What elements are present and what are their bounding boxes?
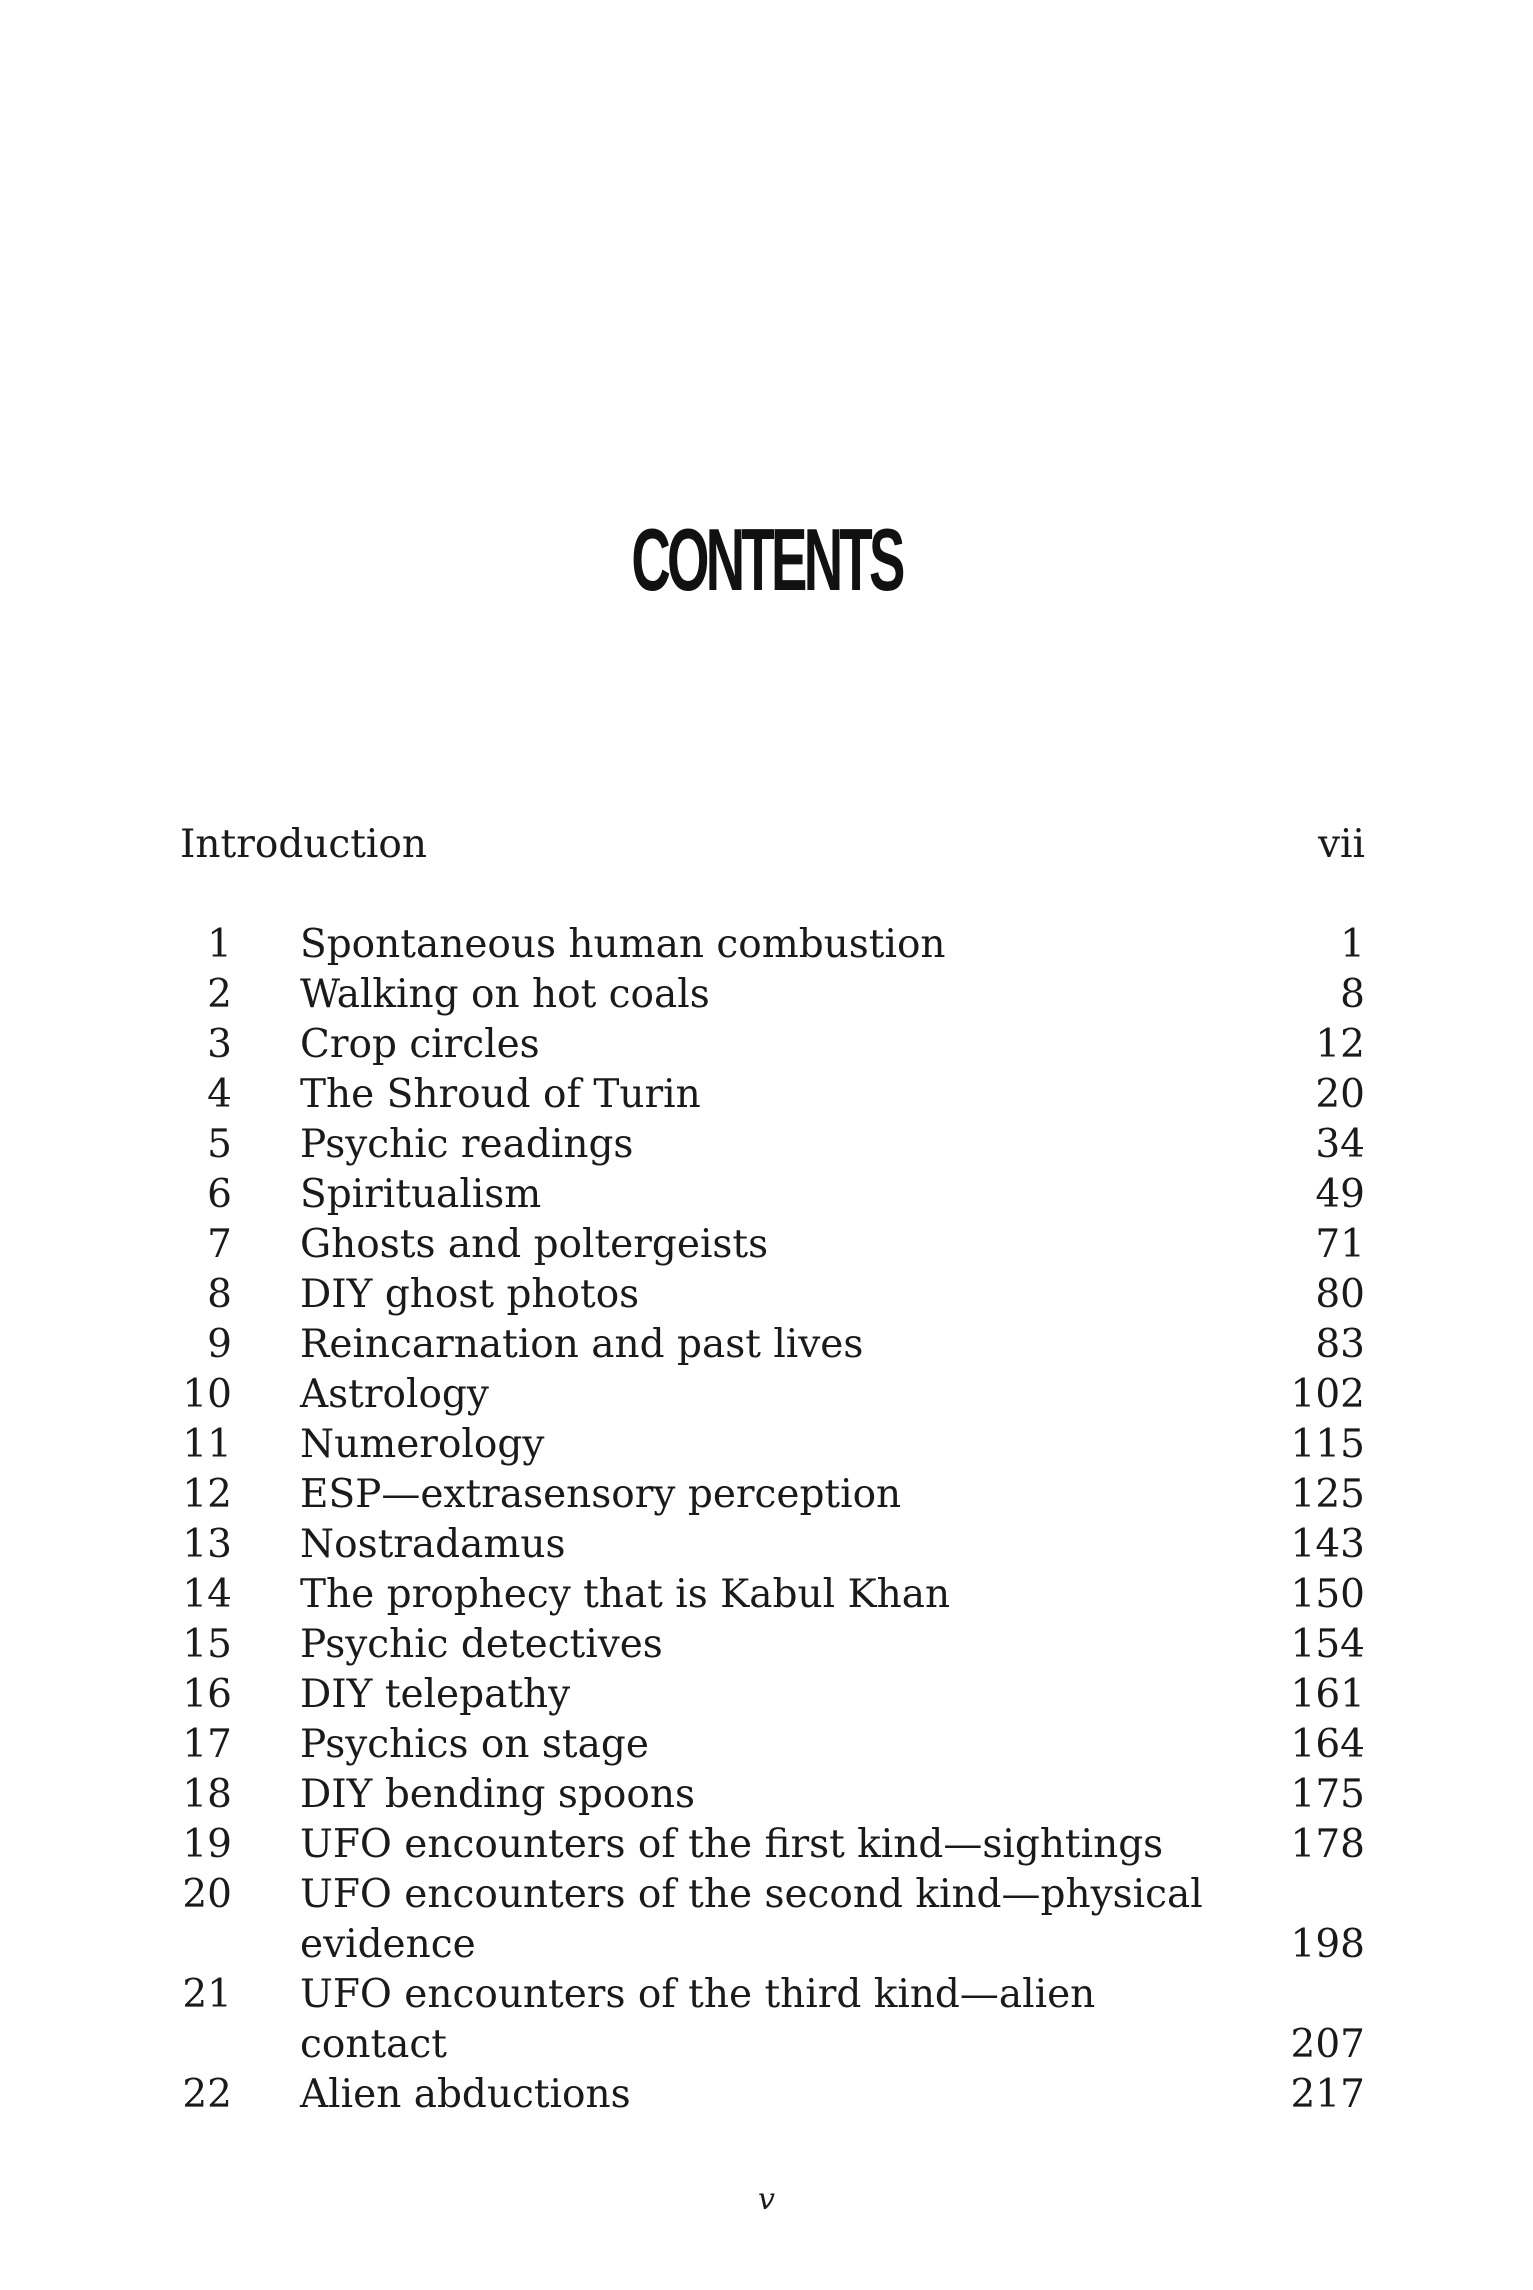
chapter-number: 4: [207, 1072, 232, 1117]
chapter-page: 125: [1290, 1472, 1365, 1517]
toc-chapter-row[interactable]: [180, 1520, 1365, 1570]
chapter-page: 161: [1290, 1672, 1365, 1717]
toc-chapter-row[interactable]: [180, 1670, 1365, 1720]
chapter-number: 20: [182, 1872, 232, 1917]
toc-chapter-row[interactable]: [180, 1620, 1365, 1670]
chapter-number: 6: [207, 1172, 232, 1217]
chapter-page: 198: [1290, 1922, 1365, 1967]
toc-chapter-row[interactable]: [180, 1070, 1365, 1120]
chapter-number: 7: [207, 1222, 232, 1267]
toc-chapter-row[interactable]: [180, 1770, 1365, 1820]
toc-chapter-row[interactable]: [180, 1170, 1365, 1220]
toc-chapter-row[interactable]: [180, 1220, 1365, 1270]
chapter-number: 3: [207, 1022, 232, 1067]
chapter-page: 20: [1315, 1072, 1365, 1117]
chapter-title: Ghosts and poltergeists: [300, 1222, 769, 1267]
chapter-page: 115: [1290, 1422, 1365, 1467]
chapter-title: The Shroud of Turin: [300, 1072, 701, 1117]
toc-chapter-row[interactable]: [180, 1370, 1365, 1420]
chapter-number: 16: [182, 1672, 232, 1717]
toc-chapter-row[interactable]: [180, 1970, 1365, 2070]
toc-chapter-row[interactable]: [180, 1320, 1365, 1370]
toc-chapter-row[interactable]: [180, 1420, 1365, 1470]
chapter-number: 11: [182, 1422, 232, 1467]
chapter-title: Alien abductions: [300, 2072, 631, 2117]
chapter-title: Psychic detectives: [300, 1622, 663, 1667]
chapter-title: UFO encounters of the first kind—sightings: [300, 1822, 1164, 1867]
chapter-title: Spontaneous human combustion: [300, 922, 946, 967]
toc-chapter-row[interactable]: [180, 1820, 1365, 1870]
toc-introduction-row[interactable]: [180, 820, 1365, 870]
chapter-title: Reincarnation and past lives: [300, 1322, 864, 1367]
toc-introduction-title: Introduction: [180, 822, 427, 867]
chapter-page: 207: [1290, 2022, 1365, 2067]
toc-chapter-row[interactable]: [180, 1470, 1365, 1520]
toc-chapter-row[interactable]: [180, 1870, 1365, 1970]
toc-chapter-row[interactable]: [180, 970, 1365, 1020]
toc-chapter-row[interactable]: [180, 1720, 1365, 1770]
toc-chapter-row[interactable]: [180, 1120, 1365, 1170]
page-number-folio: v: [758, 2182, 775, 2217]
chapter-title: Psychics on stage: [300, 1722, 649, 1767]
chapter-number: 9: [207, 1322, 232, 1367]
chapter-page: 164: [1290, 1722, 1365, 1767]
chapter-title: ESP—extrasensory perception: [300, 1472, 902, 1517]
chapter-page: 49: [1315, 1172, 1365, 1217]
chapter-title: Astrology: [300, 1372, 489, 1417]
chapter-page: 143: [1290, 1522, 1365, 1567]
chapter-title: The prophecy that is Kabul Khan: [300, 1572, 951, 1617]
chapter-title: UFO encounters of the second kind—physical evidence: [300, 1872, 1203, 1967]
chapter-number: 8: [207, 1272, 232, 1317]
toc-chapter-list: [180, 920, 1365, 2120]
chapter-number: 21: [182, 1972, 232, 2017]
chapter-title: Crop circles: [300, 1022, 540, 1067]
chapter-page: 12: [1315, 1022, 1365, 1067]
chapter-number: 18: [182, 1772, 232, 1817]
chapter-number: 22: [182, 2072, 232, 2117]
toc-chapter-row[interactable]: [180, 1570, 1365, 1620]
chapter-number: 2: [207, 972, 232, 1017]
chapter-page: 217: [1290, 2072, 1365, 2117]
chapter-page: 178: [1290, 1822, 1365, 1867]
chapter-title: DIY ghost photos: [300, 1272, 640, 1317]
chapter-page: 80: [1315, 1272, 1365, 1317]
chapter-title: Psychic readings: [300, 1122, 634, 1167]
toc-chapter-row[interactable]: [180, 920, 1365, 970]
chapter-page: 34: [1315, 1122, 1365, 1167]
chapter-title: Walking on hot coals: [300, 972, 710, 1017]
table-of-contents: [180, 820, 1365, 2120]
chapter-page: 150: [1290, 1572, 1365, 1617]
chapter-page: 102: [1290, 1372, 1365, 1417]
toc-chapter-row[interactable]: [180, 2070, 1365, 2120]
chapter-page: 71: [1315, 1222, 1365, 1267]
chapter-title: Spiritualism: [300, 1172, 542, 1217]
chapter-number: 12: [182, 1472, 232, 1517]
chapter-title: Nostradamus: [300, 1522, 566, 1567]
page-title: CONTENTS: [631, 510, 902, 609]
chapter-page: 154: [1290, 1622, 1365, 1667]
chapter-title: UFO encounters of the third kind—alien contact: [300, 1972, 1096, 2067]
toc-introduction-page: vii: [1318, 822, 1365, 867]
chapter-number: 14: [182, 1572, 232, 1617]
chapter-title: DIY telepathy: [300, 1672, 571, 1717]
chapter-page: 83: [1315, 1322, 1365, 1367]
chapter-page: 1: [1340, 922, 1365, 967]
toc-chapter-row[interactable]: [180, 1020, 1365, 1070]
chapter-page: 175: [1290, 1772, 1365, 1817]
chapter-number: 5: [207, 1122, 232, 1167]
chapter-number: 17: [182, 1722, 232, 1767]
chapter-title: Numerology: [300, 1422, 545, 1467]
chapter-number: 13: [182, 1522, 232, 1567]
chapter-number: 10: [182, 1372, 232, 1417]
chapter-number: 1: [207, 922, 232, 967]
toc-chapter-row[interactable]: [180, 1270, 1365, 1320]
chapter-title: DIY bending spoons: [300, 1772, 695, 1817]
chapter-page: 8: [1340, 972, 1365, 1017]
chapter-number: 19: [182, 1822, 232, 1867]
chapter-number: 15: [182, 1622, 232, 1667]
